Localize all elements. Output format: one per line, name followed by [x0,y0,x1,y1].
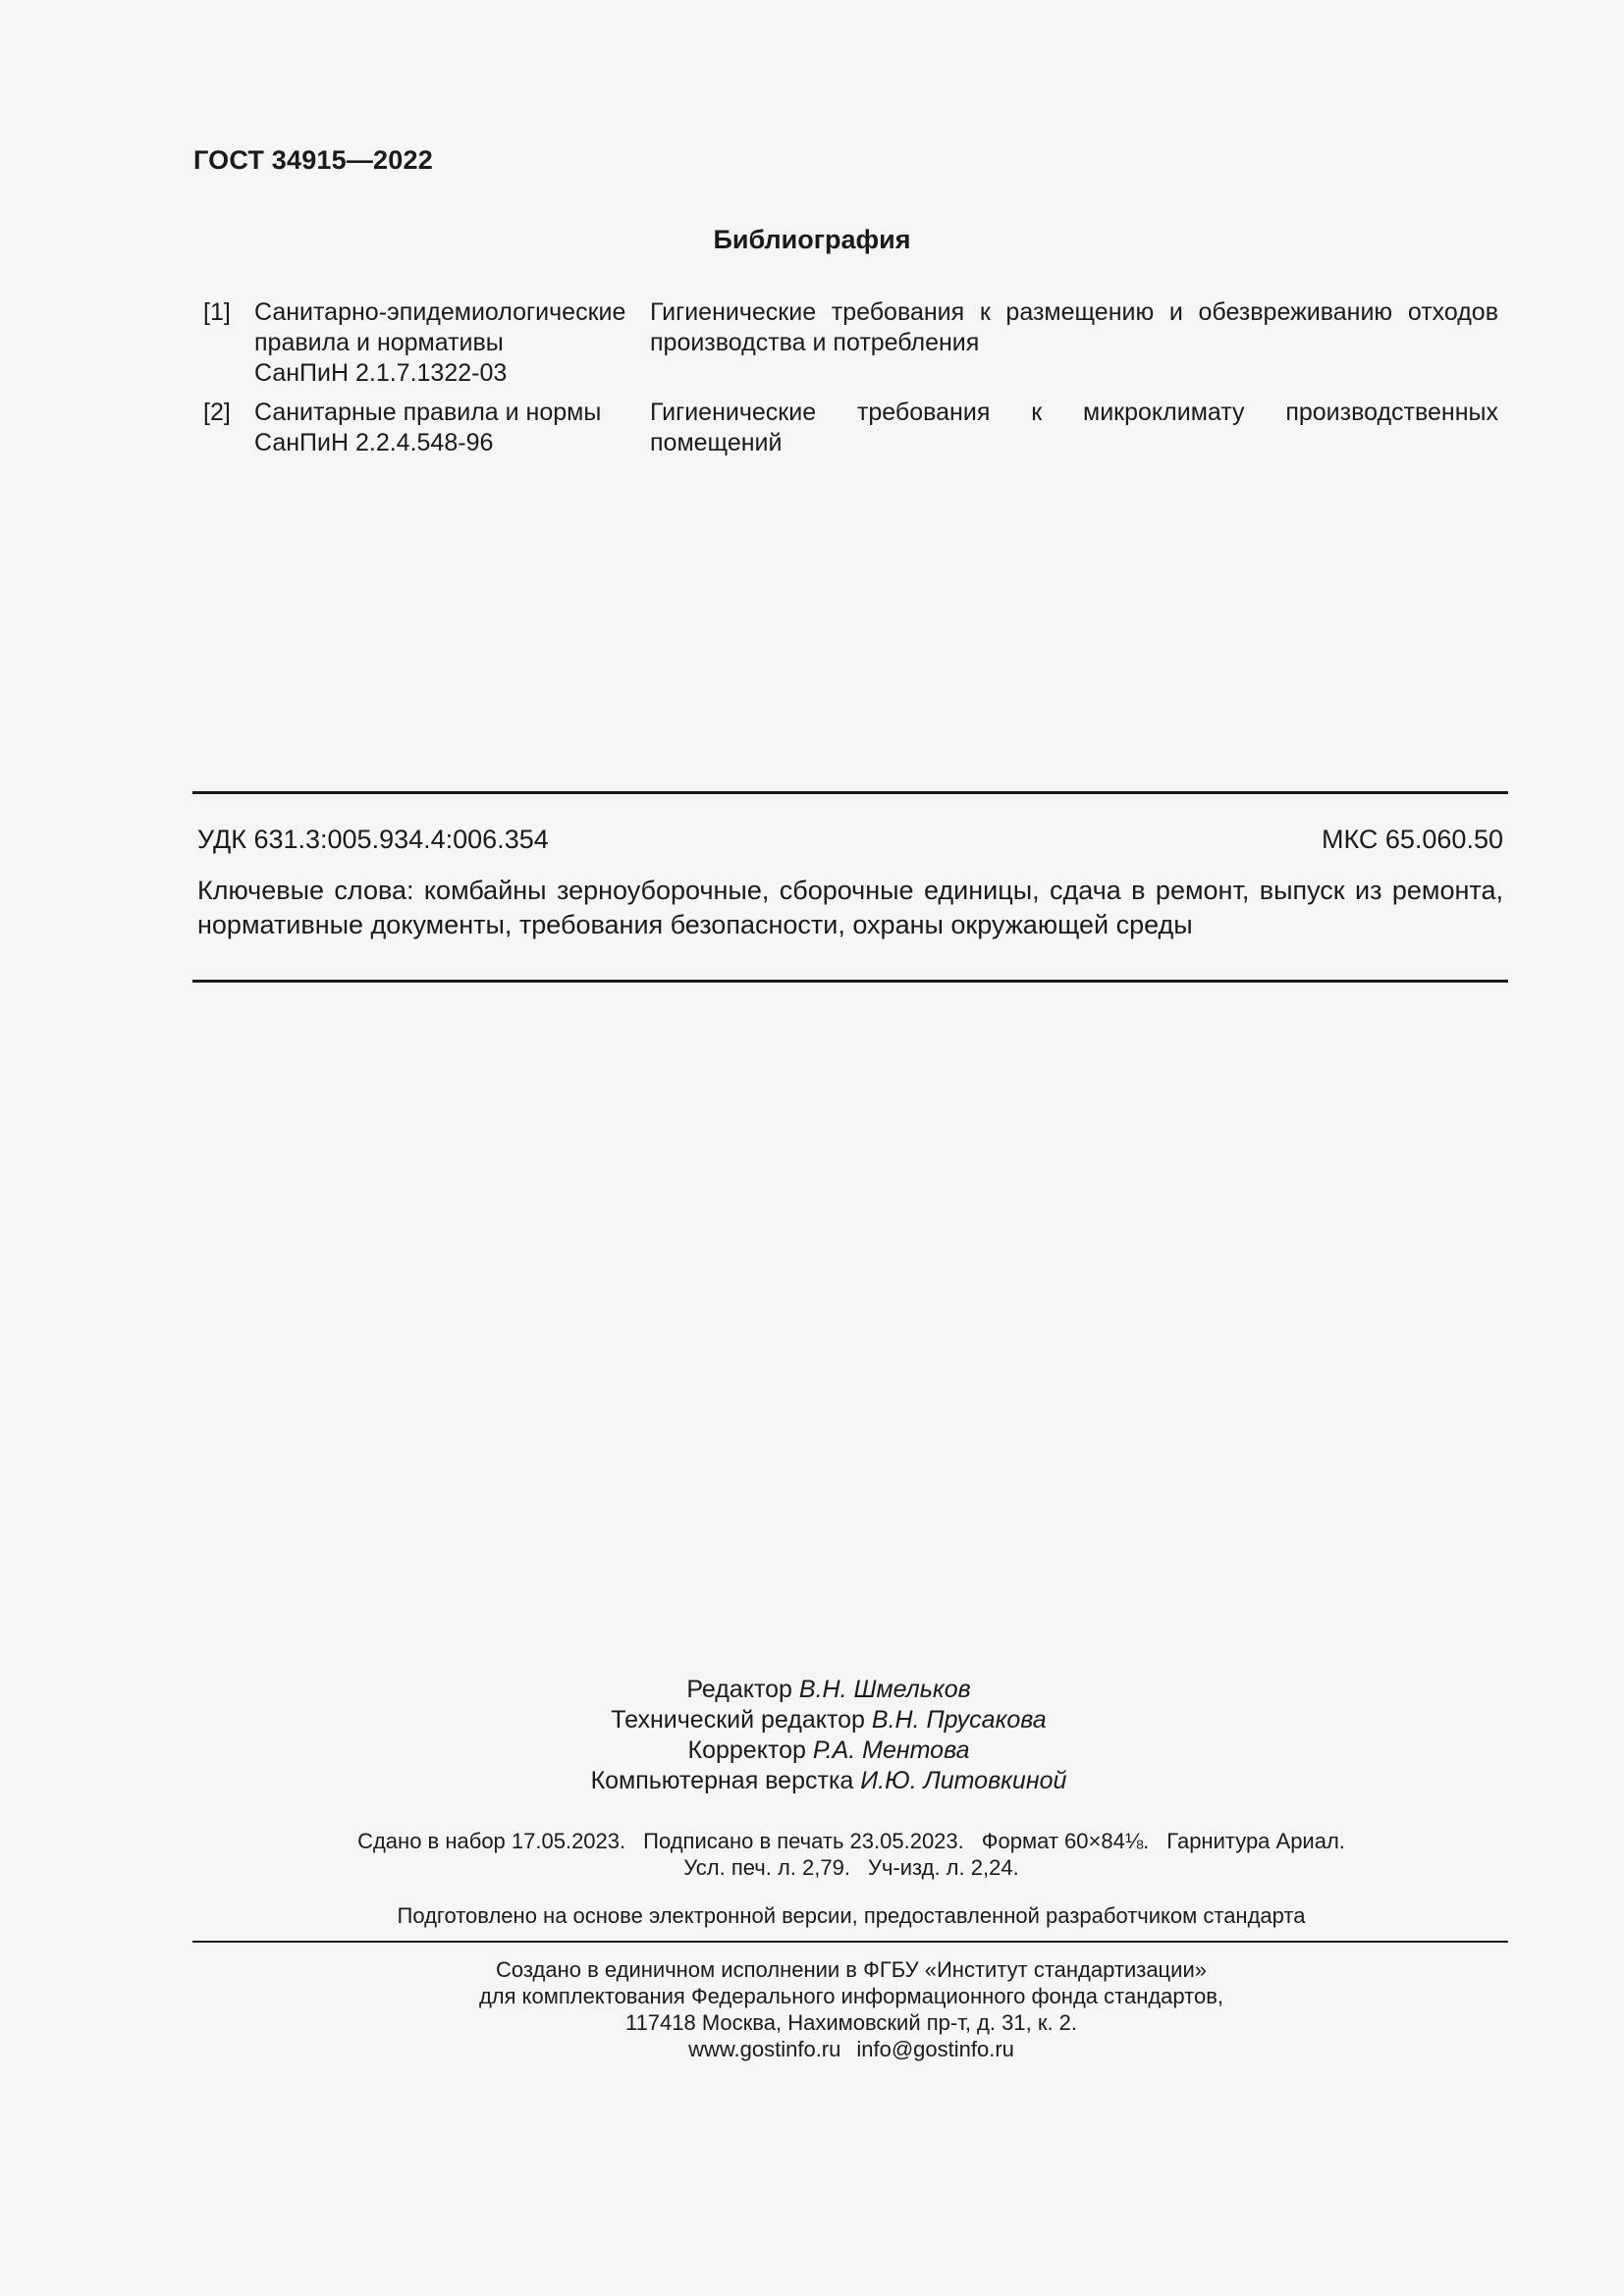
credit-role: Компьютерная верстка [590,1767,854,1794]
credit-tech-editor [17,1705,1624,1735]
credit-name: Р.А. Ментова [812,1736,970,1764]
print-info-row [39,1828,1624,1854]
created-line: Создано в единичном исполнении в ФГБУ «Институт стандартизации» [496,1957,1207,1982]
prepared-note-text: Подготовлено на основе электронной версии, предоставленной разработчиком стандарта [397,1903,1306,1928]
entry-source-line: СанПиН 2.2.4.548-96 [254,429,494,456]
document-id: ГОСТ 34915—2022 [193,145,433,175]
created-line: для комплектования Федерального информационного фонда стандартов, [478,1984,1224,2008]
email-link[interactable]: info@gostinfo.ru [856,2037,1014,2061]
credit-role: Корректор [687,1736,806,1764]
typeface: Гарнитура Ариал. [1166,1829,1345,1853]
entry-source [254,297,632,389]
keywords: Ключевые слова: комбайны зерноуборочные, сборочные единицы, сдача в ремонт, выпуск из ремонта, нормативные документы, требования безопасности, охраны окружающей среды [197,876,1503,939]
entry-number: [2] [203,399,231,426]
divider-footer [192,1941,1508,1943]
created-info [0,1956,1624,2062]
udk-code: УДК 631.3:005.934.4:006.354 [197,825,549,854]
credit-layout [17,1766,1624,1796]
credit-editor [17,1675,1624,1705]
entry-source-line: Санитарные правила и нормы [254,399,602,426]
prepared-note [0,1903,1624,1929]
print-info [0,1828,1624,1881]
credits-block [0,1675,1624,1796]
divider-top [192,791,1508,794]
entry-source-line: СанПиН 2.1.7.1322-03 [254,359,508,387]
entry-number: [1] [203,298,231,326]
credit-proofreader [17,1735,1624,1766]
bibliography-entry [200,297,1498,389]
credit-role: Технический редактор [611,1706,865,1734]
entry-source [254,398,632,458]
mks-code: МКС 65.060.50 [1321,825,1503,854]
bibliography-list [200,297,1498,458]
submitted-date: Сдано в набор 17.05.2023. [357,1829,626,1853]
bibliography-title: Библиография [713,225,911,254]
created-address: 117418 Москва, Нахимовский пр-т, д. 31, к. 2. [624,2010,1078,2035]
print-info-row [39,1854,1624,1881]
entry-source-line: Санитарно-эпидемиологические [254,298,626,326]
credit-name: В.Н. Прусакова [871,1706,1047,1734]
divider-bottom [192,980,1508,983]
entry-description: Гигиенические требования к размещению и обезвреживанию отходов производства и потребления [650,298,1498,356]
entry-source-line: правила и нормативы [254,329,504,356]
contact-row [39,2036,1624,2062]
print-sheets: Усл. печ. л. 2,79. [683,1855,850,1880]
entry-description: Гигиенические требования к микроклимату производственных помещений [650,399,1498,456]
bibliography-entry [200,398,1498,458]
website-link[interactable]: www.gostinfo.ru [688,2037,841,2061]
credit-name: И.Ю. Литовкиной [860,1767,1067,1794]
publisher-sheets: Уч-изд. л. 2,24. [867,1855,1019,1880]
credit-name: В.Н. Шмельков [798,1676,971,1703]
signed-date: Подписано в печать 23.05.2023. [643,1829,964,1853]
paper-format: Формат 60×84⅛. [981,1829,1150,1853]
credit-role: Редактор [686,1676,792,1703]
